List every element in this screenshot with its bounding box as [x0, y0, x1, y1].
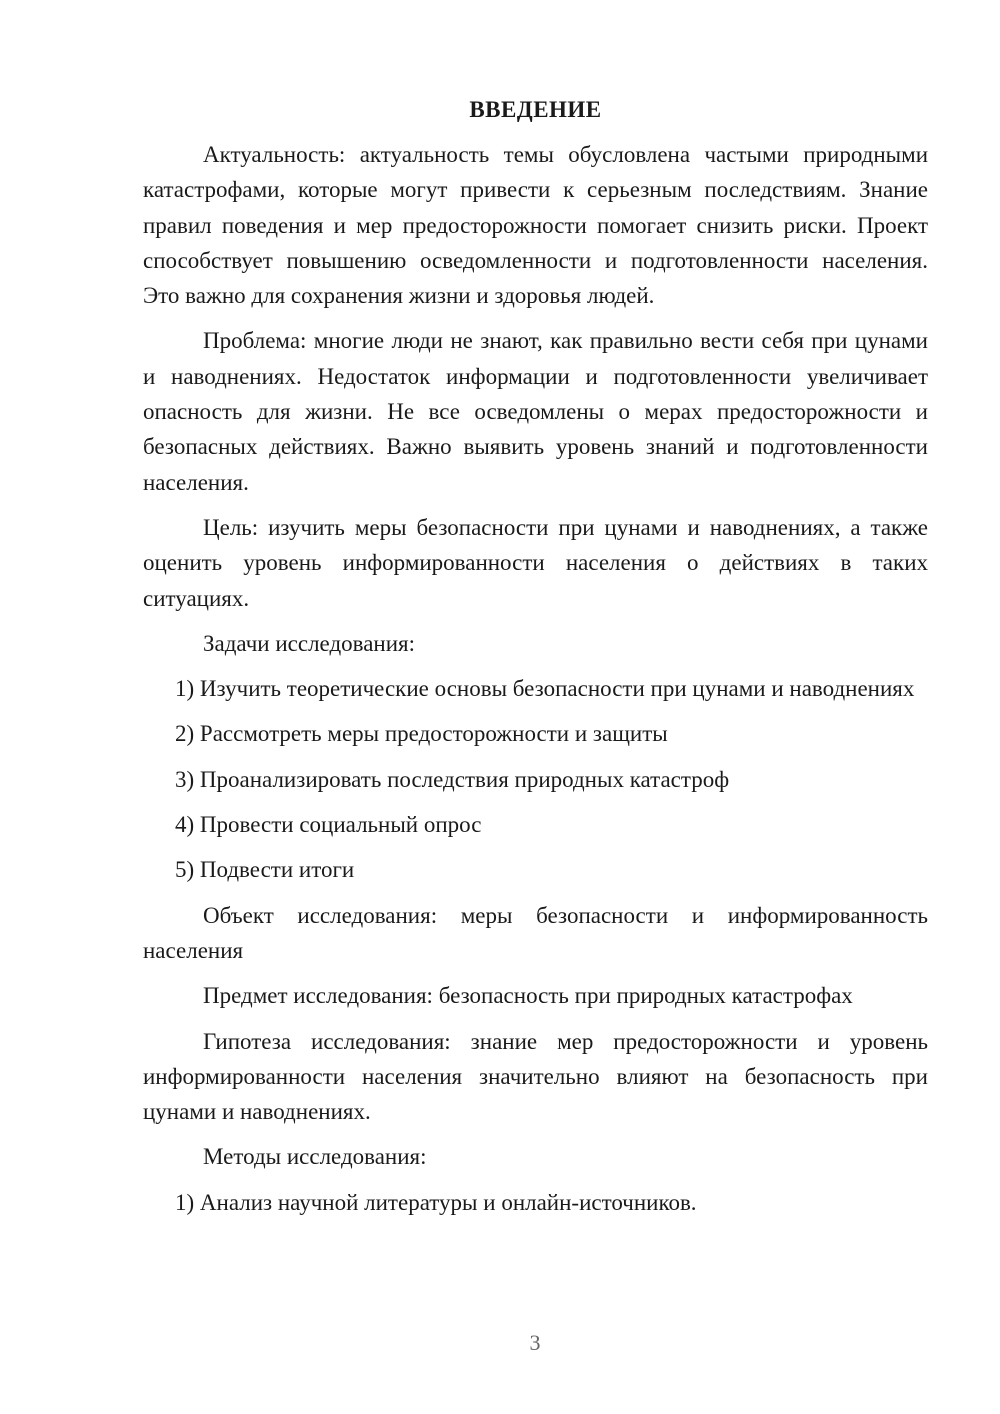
paragraph-relevance: Актуальность: актуальность темы обусловлена частыми природными катастрофами, которые могут привести к серьезным последствиям. Знание правил поведения и мер предосторожности помогает снизить риски. Проект способствует повышению осведомленности и подготовленности населения. Это важно для сохранения жизни и здоровья людей.	[143, 142, 928, 309]
page-content	[143, 92, 928, 1220]
task-item-4: 4) Провести социальный опрос	[175, 812, 482, 838]
task-item-2: 2) Рассмотреть меры предосторожности и защиты	[175, 721, 668, 747]
page-number: 3	[529, 1330, 541, 1355]
task-item-5: 5) Подвести итоги	[175, 857, 355, 883]
methods-title: Методы исследования:	[203, 1144, 427, 1170]
paragraph-goal: Цель: изучить меры безопасности при цунами и наводнениях, а также оценить уровень информированности населения о действиях в таких ситуациях.	[143, 514, 928, 611]
tasks-title: Задачи исследования:	[203, 630, 416, 656]
method-item-1: 1) Анализ научной литературы и онлайн-источников.	[175, 1189, 697, 1215]
paragraph-hypothesis: Гипотеза исследования: знание мер предосторожности и уровень информированности населения значительно влияют на безопасность при цунами и наводнениях.	[143, 1028, 928, 1125]
section-heading: ВВЕДЕНИЕ	[469, 97, 602, 122]
paragraph-object: Объект исследования: меры безопасности и информированность населения	[143, 902, 928, 963]
task-item-3: 3) Проанализировать последствия природных катастроф	[175, 766, 730, 792]
task-item-1: 1) Изучить теоретические основы безопасности при цунами и наводнениях	[175, 676, 915, 702]
paragraph-subject: Предмет исследования: безопасность при природных катастрофах	[203, 983, 853, 1009]
paragraph-problem: Проблема: многие люди не знают, как правильно вести себя при цунами и наводнениях. Недостаток информации и подготовленности увеличивает опасность для жизни. Не все осведомлены о мерах предосторожности и безопасных действиях. Важно выявить уровень знаний и подготовленности населения.	[143, 328, 928, 495]
